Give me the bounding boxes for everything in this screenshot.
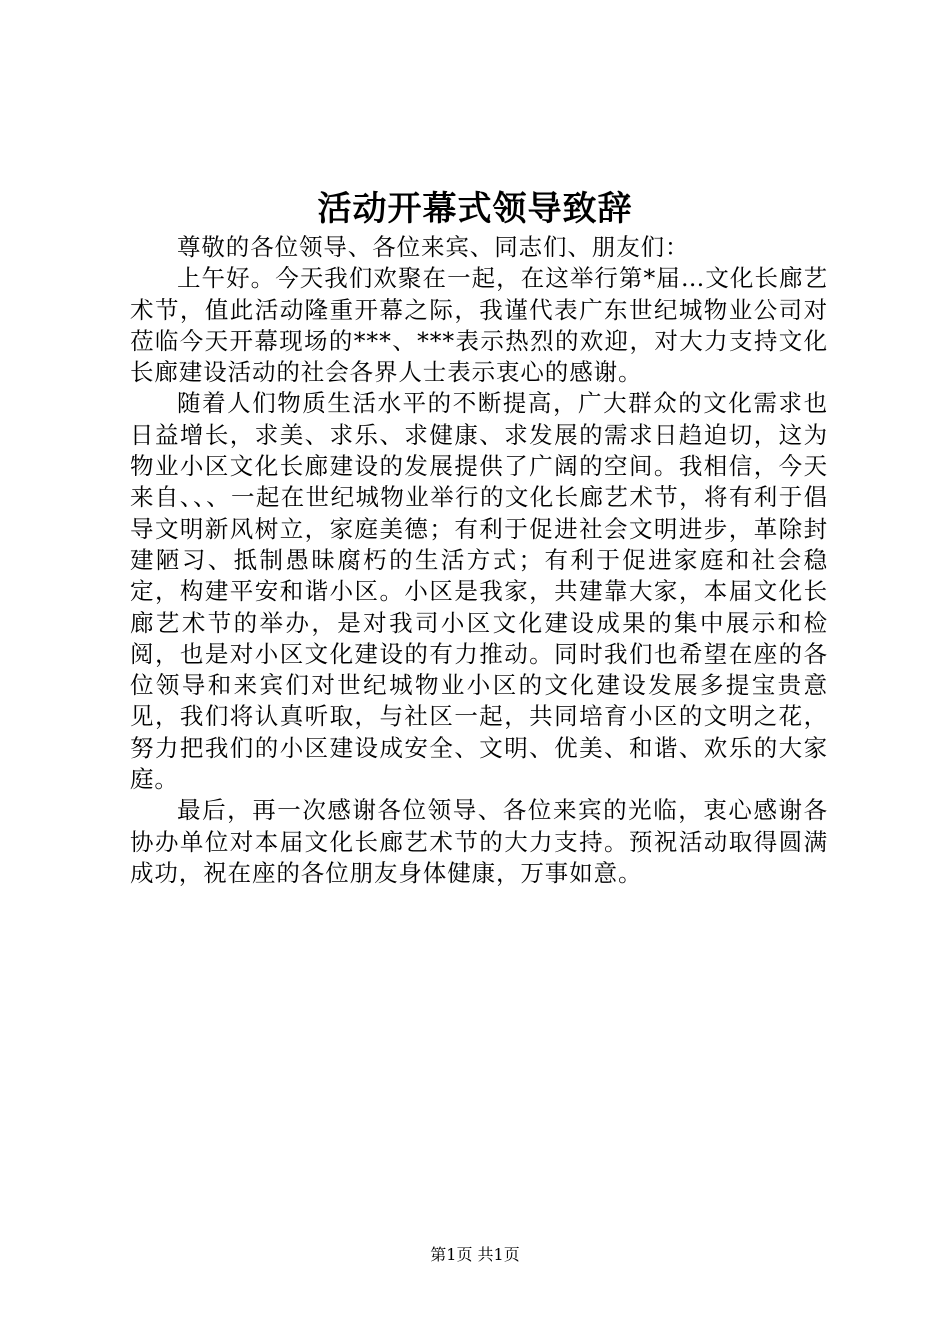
document-body [130,232,828,889]
closing-paragraph: 最后，再一次感谢各位领导、各位来宾的光临，衷心感谢各协办单位对本届文化长廊艺术节的大力支持。预祝活动取得圆满成功，祝在座的各位朋友身体健康，万事如意。 [130,796,828,887]
page-title: 活动开幕式领导致辞 [317,189,633,229]
page-number-footer: 第1页 共1页 [430,1245,520,1264]
greeting-paragraph: 上午好。今天我们欢聚在一起，在这举行第*届…文化长廊艺术节，值此活动隆重开幕之际，我谨代表广东世纪城物业公司对莅临今天开幕现场的***、***表示热烈的欢迎，对大力支持文化长廊建设活动的社会各界人士表示衷心的感谢。 [130,264,828,387]
salutation-paragraph: 尊敬的各位领导、各位来宾、同志们、朋友们： [177,233,690,261]
main-paragraph: 随着人们物质生活水平的不断提高，广大群众的文化需求也日益增长，求美、求乐、求健康、求发展的需求日趋迫切，这为物业小区文化长廊建设的发展提供了广阔的空间。我相信，今天来自、、、一起在世纪城物业举行的文化长廊艺术节，将有利于倡导文明新风树立，家庭美德；有利于促进社会文明进步，革除封建陋习、抵制愚昧腐朽的生活方式；有利于促进家庭和社会稳定，构建平安和谐小区。小区是我家，共建靠大家，本届文化长廊艺术节的举办，是对我司小区文化建设成果的集中展示和检阅，也是对小区文化建设的有力推动。同时我们也希望在座的各位领导和来宾们对世纪城物业小区的文化建设发展多提宝贵意见，我们将认真听取，与社区一起，共同培育小区的文明之花，努力把我们的小区建设成安全、文明、优美、和谐、欢乐的大家庭。 [130,389,828,794]
